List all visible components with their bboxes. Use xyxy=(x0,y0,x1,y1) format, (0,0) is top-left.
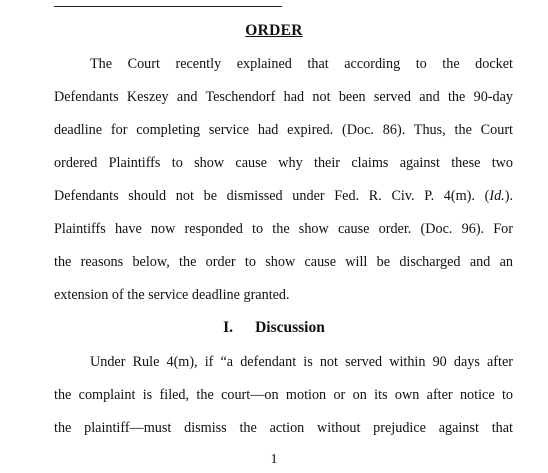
italic-citation: Id. xyxy=(489,188,505,204)
page-number: 1 xyxy=(270,452,278,467)
paragraph-line: Defendants Keszey and Teschendorf had not been served and the 90-day xyxy=(54,89,513,105)
top-rule-divider xyxy=(54,6,282,7)
paragraph-line: the reasons below, the order to show cause will be discharged and an xyxy=(54,254,513,270)
section-number: I. xyxy=(223,319,234,336)
order-title: ORDER xyxy=(245,22,303,39)
paragraph-line: Plaintiffs have now responded to the show cause order. (Doc. 96). For xyxy=(54,221,513,237)
paragraph-line: the plaintiff—must dismiss the action without prejudice against that xyxy=(54,420,513,436)
line-text: ). xyxy=(504,188,513,204)
section-heading xyxy=(0,319,548,337)
paragraph-line: extension of the service deadline granted. xyxy=(54,287,290,303)
section-title: Discussion xyxy=(255,319,325,336)
paragraph-line: The Court recently explained that according to the docket xyxy=(90,56,513,72)
order-paragraph xyxy=(54,48,513,312)
discussion-paragraph xyxy=(54,346,513,445)
paragraph-line: deadline for completing service had expired. (Doc. 86). Thus, the Court xyxy=(54,122,513,138)
paragraph-line: the complaint is filed, the court—on motion or on its own after notice to xyxy=(54,387,513,403)
line-text: Defendants should not be dismissed under Fed. R. Civ. P. 4(m). ( xyxy=(54,188,490,204)
paragraph-line: Under Rule 4(m), if “a defendant is not served within 90 days after xyxy=(90,354,513,370)
paragraph-line: ordered Plaintiffs to show cause why their claims against these two xyxy=(54,155,513,171)
paragraph-line-with-citation xyxy=(54,180,513,213)
